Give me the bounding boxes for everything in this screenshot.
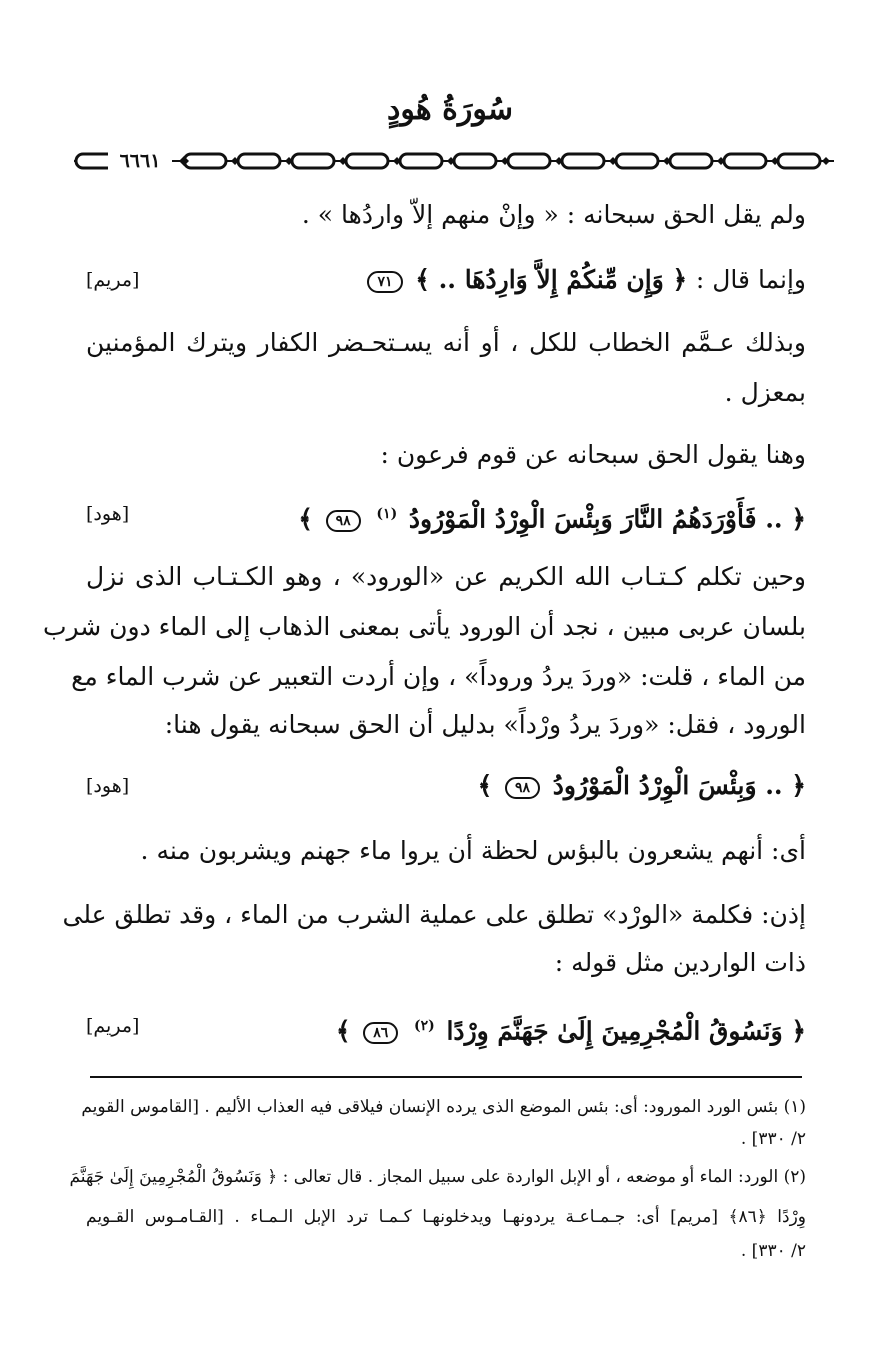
page-number: ٦٦٦١: [108, 149, 172, 173]
surah-reference: [مريم]: [86, 1015, 140, 1037]
verse-close: ﴾: [477, 771, 493, 800]
verse-line: [86, 262, 806, 298]
text-line: وحين تكلم كـتـاب الله الكريم عن «الورود» ، وهو الكـتـاب الذى نزل: [86, 562, 806, 591]
verse-quote: [298, 496, 806, 537]
verse-text: ﴿ .. فَأَوْرَدَهُمُ النَّارَ وَبِئْسَ الْوِرْدُ الْمَوْرُودُ: [408, 504, 806, 534]
verse-quote: [363, 262, 806, 298]
footnote-marker: (٢): [413, 1018, 435, 1034]
surah-title: سُورَةُ هُودٍ: [387, 92, 513, 127]
text-line: ذات الواردين مثل قوله :: [554, 948, 806, 977]
text-line: أى: أنهم يشعرون بالبؤس لحظة أن يروا ماء جهنم ويشربون منه .: [140, 836, 806, 865]
verse-close: ﴾: [298, 504, 313, 534]
text-line: ولم يقل الحق سبحانه : « وإنْ منهم إلاّ واردُها » .: [301, 200, 806, 229]
surah-reference: [مريم]: [86, 269, 140, 291]
verse-line: [86, 1008, 806, 1044]
surah-reference: [هود]: [86, 503, 130, 525]
ayah-number: ٩٨: [505, 777, 540, 799]
footnote-line: وِرْدًا ﴿٨٦﴾ [مريم] أى: جـمـاعـة يردونهـا ويدخلونهـا كـمـا ترد الإبل الـمـاء . [القـامـوس القـويم: [86, 1207, 807, 1227]
footnote-line: ٢/ ٣٣٠] .: [740, 1241, 806, 1261]
verse-text: ﴿ وَإِن مِّنكُمْ إِلاَّ وَارِدُهَا .. ﴾: [415, 265, 688, 294]
verse-text: ﴿ وَنَسُوقُ الْمُجْرِمِينَ إِلَىٰ جَهَنَّمَ وِرْدًا: [446, 1016, 806, 1046]
footnote-marker: (١): [376, 506, 398, 522]
verse-quote: [336, 1008, 806, 1049]
text-line: إذن: فكلمة «الورْد» تطلق على عملية الشرب من الماء ، وقد تطلق على: [62, 900, 806, 929]
text-line: بلسان عربى مبين ، نجد أن الورود يأتى بمعنى الذهاب إلى الماء دون شرب: [42, 612, 806, 641]
text-line: وبذلك عـمَّم الخطاب للكل ، أو أنه يسـتحـضر الكفار ويترك المؤمنين: [86, 328, 806, 357]
verse-close: ﴾: [335, 1016, 351, 1046]
ayah-number: ٧١: [367, 271, 402, 293]
surah-reference: [هود]: [86, 775, 130, 797]
text-line: الورود ، فقل: «وردَ يردُ ورْداً» بدليل أن الحق سبحانه يقول هنا:: [164, 710, 806, 739]
ayah-number: ٩٨: [326, 510, 361, 532]
ayah-number: ٨٦: [363, 1022, 398, 1044]
text-line: وهنا يقول الحق سبحانه عن قوم فرعون :: [380, 440, 806, 469]
text-line: من الماء ، قلت: «وردَ يردُ وروداً» ، وإن أردت التعبير عن شرب الماء مع: [71, 662, 806, 691]
footnote-line: (١) بئس الورد المورود: أى: بئس الموضع الذى يرده الإنسان فيلاقى فيه العذاب الأليم . [القاموس القويم: [81, 1097, 806, 1117]
verse-text: ﴿ .. وَبِئْسَ الْوِرْدُ الْمَوْرُودُ: [552, 771, 806, 800]
footnote-line: (٢) الورد: الماء أو موضعه ، أو الإبل الواردة على سبيل المجاز . قال تعالى : ﴿ وَنَسُوقُ الْمُجْرِمِينَ إِلَىٰ جَهَنَّمَ: [69, 1167, 806, 1187]
footnote-line: ٢/ ٣٣٠] .: [740, 1129, 806, 1149]
verse-intro: وإنما قال :: [695, 265, 806, 294]
text-line: بمعزل .: [724, 378, 806, 407]
verse-quote: [478, 768, 806, 804]
footnote-divider: [90, 1076, 802, 1078]
verse-line: [86, 496, 806, 532]
decorative-border: [74, 150, 834, 172]
verse-line: [86, 768, 806, 804]
